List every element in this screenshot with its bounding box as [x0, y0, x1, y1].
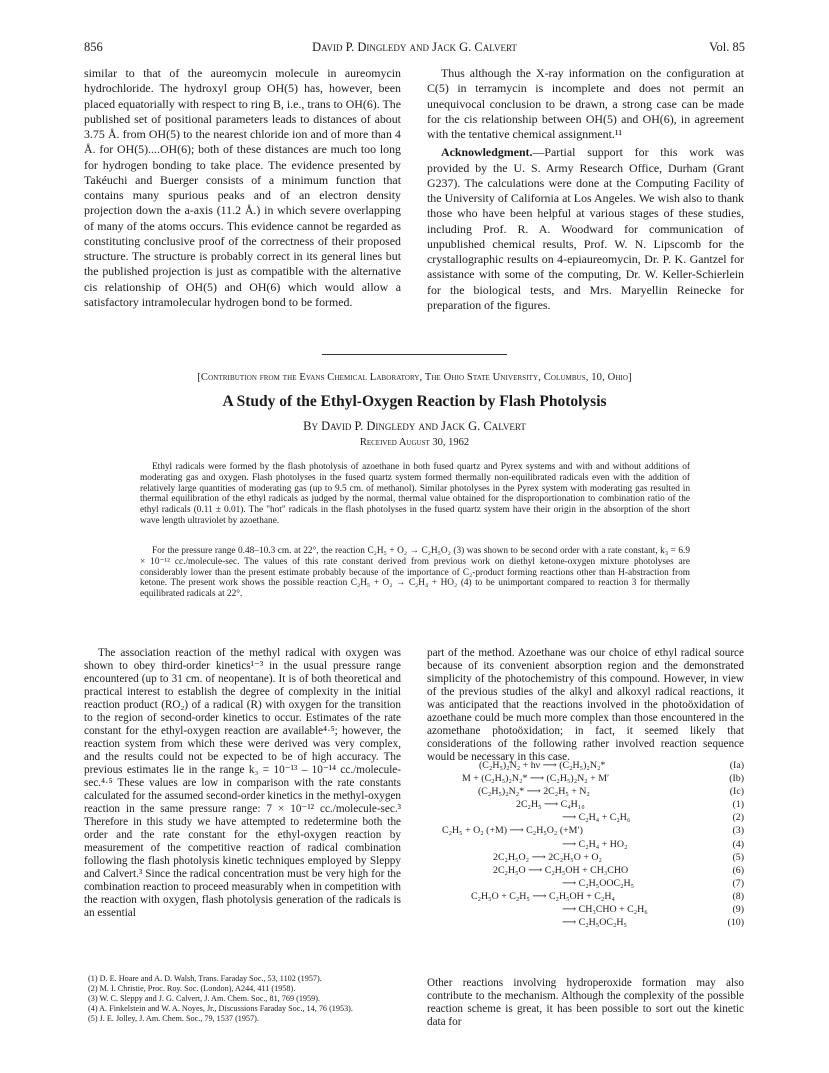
top-right-paragraph: Thus although the X-ray information on the configuration at C(5) in terramycin is incomplete and does not permit an unequivocal conclusion to be drawn, a strong case can be made for the cis relationship between OH(5) and OH(6), in agreement with the tentative chemical assignment.¹¹ [427, 66, 744, 141]
reaction-number: (1) [732, 799, 744, 811]
reaction-equation: 2C₂H₅O ⟶ C₂H₅OH + CH₃CHO [493, 864, 629, 876]
volume-label: Vol. 85 [709, 40, 745, 54]
acknowledgment-text: —Partial support for this work was provided by the U. S. Army Research Office, Durham (Grant G237). The calculations were done at the Computing Facility of the University of California at Los Angeles. We wish also to thank those who have been helpful at various stages of these studies, including Prof. R. A. Woodward for communication of unpublished chemical results, Prof. W. N. Lipscomb for the crystallographic results on 4-epiaureomycin, Dr. P. K. Gantzel for assistance with some of the computing, Dr. W. Keller-Schierlein for the biological tests, and Mrs. Maryellin Reinecke for preparation of the figures. [427, 145, 744, 312]
abstract-paragraph-2: For the pressure range 0.48–10.3 cm. at 22°, the reaction C₂H₅ + O₂ → C₂H₅O₂ (3) was shown to be second order with a rate constant, k₃ = 6.9 × 10⁻¹² cc./molecule-sec. The values of this rate constant derived from previous work on diethyl ketone-oxygen mixture photolyses are considerably lower than the present estimate probably because of the importance of C₂-product forming reactions other than H-abstraction from ketone. The present work shows the possible reaction C₂H₅ + O₂ → C₂H₄ + HO₂ (4) to be unimportant compared to reaction 3 for thermally equilibrated radicals at 22°. [140, 546, 690, 600]
acknowledgment-paragraph [427, 145, 744, 313]
byline: By David P. Dingledy and Jack G. Calvert [303, 419, 526, 433]
reaction-equation: M + (C₂H₅)₂N₂* ⟶ (C₂H₅)₂N₂ + M′ [462, 773, 610, 785]
reaction-equation: 2C₂H₅ ⟶ C₄H₁₀ [516, 799, 585, 811]
reaction-number: (5) [732, 851, 744, 863]
reaction-equation: (C₂H₅)₂N₂ + hν ⟶ (C₂H₅)₂N₂* [479, 760, 606, 771]
reaction-equation: ⟶ C₂H₅OOC₂H₅ [562, 877, 635, 889]
footnotes [84, 974, 400, 1024]
reaction-equation: (C₂H₅)₂N₂* ⟶ 2C₂H₅ + N₂ [478, 786, 590, 798]
reaction-number: (Ia) [729, 760, 744, 771]
page-number: 856 [84, 40, 103, 54]
body-left-paragraph: The association reaction of the methyl radical with oxygen was shown to obey third-order kinetics¹⁻³ in the usual pressure range encountered (up to 31 cm. of neopentane). It is of both theoretical and practical interest to establish the degree of complexity in the initial reaction product (RO₂) of a radical (R) with oxygen for the transition to the region of second-order kinetics to occur. Estimates of the rate constant for the ethyl-oxygen reaction are available⁴·⁵; however, the reaction system from which these were derived was very complex, and the results could not be expected to be of high accuracy. The previous estimates lie in the range k₃ = 10⁻¹³ – 10⁻¹⁴ cc./molecule-sec.⁴·⁵ These values are low in comparison with the rate constants calculated for the assumed second-order kinetics in the methyl-oxygen reaction in the same pressure range: 7 × 10⁻¹² cc./molecule-sec.³ Therefore in this study we have attempted to redetermine both the order and the rate constant for the ethyl-oxygen reaction by measurement of the competitive reaction of radical combination following the flash photolysis kinetic techniques employed by Sleppy and Calvert.³ Since the radical concentration must be very high for the combination reaction to proceed measurably when in competition with the reaction with oxygen, flash photolysis generation of the radicals is an essential [84, 647, 401, 919]
body-right-continuation: Other reactions involving hydroperoxide formation may also contribute to the mechanism. Although the complexity of the possible reaction scheme is great, it has been possible to sort out the kinetic data for [427, 977, 744, 1028]
acknowledgment-heading: Acknowledgment. [441, 145, 533, 160]
section-divider [322, 354, 507, 355]
received-date: Received August 30, 1962 [359, 437, 470, 448]
reaction-equation: ⟶ C₂H₄ + HO₂ [562, 838, 628, 850]
body-right-paragraph: part of the method. Azoethane was our choice of ethyl radical source because of its convenient absorption region and the demonstrated simplicity of the photochemistry of this compound. However, in view of the previous studies of the alkyl and alkoxyl radical reactions, it was anticipated that the reactions involved in the photoöxidation of azoethane could be much more complex than those encountered in the azomethane photoöxidation; in fact, it seemed likely that considerations of the following rather involved reaction sequence would be necessary in this case. [427, 647, 744, 763]
reaction-equation: C₂H₅ + O₂ (+M) ⟶ C₂H₅O₂ (+M′) [442, 825, 583, 837]
abstract-paragraph-1: Ethyl radicals were formed by the flash photolysis of azoethane in both fused quartz and Pyrex systems and with and without additions of moderating gas and oxygen. Flash photolyses in the fused quartz system formed thermally non-equilibrated radicals even with the addition of relatively large quantities of moderating gas (up to 9.5 cm. of methanol). Similar photolyses in the Pyrex system with moderating gas resulted in thermal equilibration of the ethyl radicals as judged by the normal, thermal value obtained for the disproportionation to combination ratio of the ethyl radicals (0.11 ± 0.01). The "hot" radicals in the flash photolyses in the fused quartz system have their origin in the absorption of the short wave length ultraviolet by azoethane. [140, 462, 690, 526]
reaction-number: (6) [732, 864, 744, 876]
reaction-number: (4) [732, 838, 744, 850]
contribution-line: [Contribution from the Evans Chemical Laboratory, The Ohio State University, Columbus, 10, Ohio] [197, 372, 632, 383]
footnote: (2) M. I. Christie, Proc. Roy. Soc. (London), A244, 411 (1958). [88, 984, 296, 994]
top-left-paragraph: similar to that of the aureomycin molecule in aureomycin hydrochloride. The hydroxyl group OH(5) has, however, been placed equatorially with respect to ring B, i.e., trans to OH(6). The published set of positional parameters leads to distances of about 3.75 Å. from OH(5) to the nearest chloride ion and of more than 4 Å. for OH(5)....OH(6); both of these distances are much too long for hydrogen bonding to take place. The evidence presented by Takéuchi and Buerger consists of a minimum function that contains many spurious peaks and of an electron density projection down the a-axis (11.2 Å.) in which severe overlapping of many of the atoms occurs. This evidence cannot be regarded as constituting conclusive proof of the correctness of their proposed structure. The structure is probably correct in its general lines but the published projection is just as compatible with the alternative cis relationship of OH(5) and OH(6) which would allow a satisfactory intramolecular hydrogen bond to be formed. [84, 66, 401, 309]
reaction-scheme [427, 759, 744, 929]
footnote: (4) A. Finkelstein and W. A. Noyes, Jr., Discussions Faraday Soc., 14, 76 (1953). [88, 1004, 353, 1014]
reaction-number: (Ic) [729, 786, 744, 798]
footnote: (5) J. E. Jolley, J. Am. Chem. Soc., 79, 1537 (1957). [88, 1014, 259, 1024]
reaction-equation: ⟶ CH₃CHO + C₂H₆ [562, 904, 648, 916]
top-right-column [427, 66, 744, 313]
reaction-number: (2) [732, 812, 744, 824]
article-title: A Study of the Ethyl-Oxygen Reaction by Flash Photolysis [222, 393, 607, 410]
reaction-number: (Ib) [729, 773, 744, 785]
footnote: (1) D. E. Hoare and A. D. Walsh, Trans. Faraday Soc., 53, 1102 (1957). [88, 974, 322, 983]
footnote: (3) W. C. Sleppy and J. G. Calvert, J. Am. Chem. Soc., 81, 769 (1959). [88, 994, 320, 1004]
reaction-number: (3) [732, 825, 744, 837]
reaction-number: (9) [732, 904, 744, 916]
reaction-equation: ⟶ C₂H₅OC₂H₅ [562, 917, 627, 929]
reaction-number: (8) [732, 890, 744, 902]
reaction-equation: ⟶ C₂H₄ + C₂H₆ [562, 812, 631, 824]
reaction-equation: C₂H₅O + C₂H₅ ⟶ C₂H₅OH + C₂H₄ [471, 890, 615, 902]
reaction-number: (7) [732, 877, 744, 889]
reaction-number: (10) [727, 917, 744, 929]
reaction-equation: 2C₂H₅O₂ ⟶ 2C₂H₅O + O₂ [493, 851, 602, 863]
running-header-authors: David P. Dingledy and Jack G. Calvert [312, 40, 517, 54]
